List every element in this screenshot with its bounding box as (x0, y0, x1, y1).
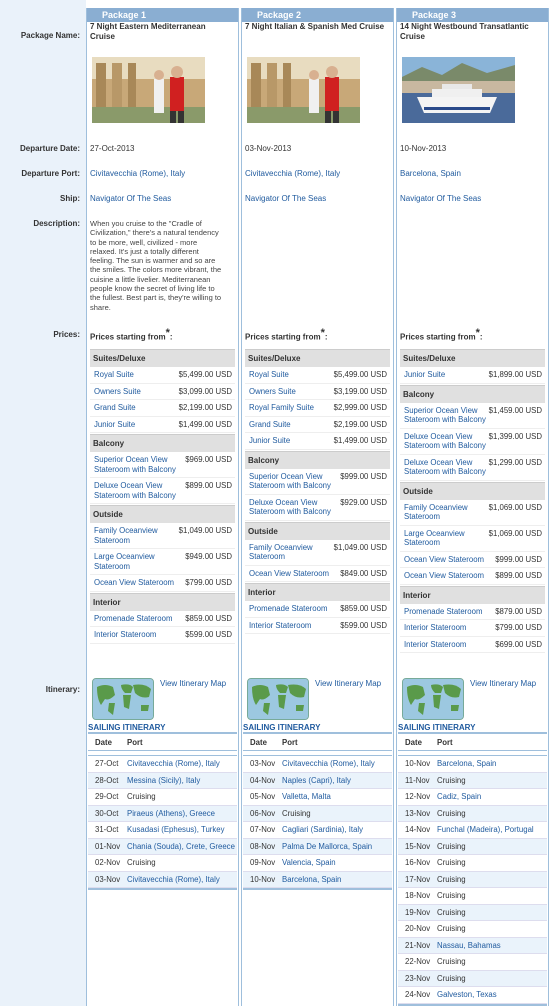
stateroom-link[interactable]: Owners Suite (94, 386, 141, 396)
price-category-header: Interior (400, 586, 545, 604)
stateroom-link[interactable]: Deluxe Ocean View Stateroom with Balcony (94, 481, 176, 500)
sailing-itinerary-heading: SAILING ITINERARY (243, 723, 392, 734)
itinerary-row (243, 806, 392, 823)
itinerary-row (398, 938, 547, 955)
stateroom-price: $1,299.00 USD (488, 457, 542, 467)
price-row (400, 367, 545, 384)
price-category-header: Balcony (245, 451, 390, 469)
label-departure-port: Departure Port: (21, 169, 80, 178)
price-row (90, 549, 235, 575)
itinerary-table (88, 736, 237, 890)
itinerary-cruising: Cruising (437, 808, 466, 818)
price-row (90, 611, 235, 628)
itinerary-date: 15-Nov (405, 841, 431, 851)
stateroom-price: $3,199.00 USD (333, 386, 387, 396)
itinerary-port-link[interactable]: Naples (Capri), Italy (282, 775, 351, 785)
stateroom-link[interactable]: Large Oceanview Stateroom (94, 552, 155, 571)
itinerary-row (88, 839, 237, 856)
price-row (90, 575, 235, 592)
itinerary-port-link[interactable]: Galveston, Texas (437, 990, 497, 999)
itinerary-row (88, 855, 237, 872)
itinerary-cruising: Cruising (437, 957, 466, 966)
stateroom-link[interactable]: Owners Suite (249, 386, 296, 396)
colon: : (324, 332, 328, 342)
stateroom-link[interactable]: Family Oceanview Stateroom (404, 502, 468, 521)
price-row (400, 500, 545, 526)
prices-starting-from (90, 327, 173, 342)
port-column-header: Port (282, 738, 298, 747)
stateroom-price: $2,199.00 USD (333, 419, 387, 429)
stateroom-price: $999.00 USD (495, 554, 542, 564)
itinerary-table-header (243, 736, 392, 751)
prices-starting-from-text: Prices starting from (400, 332, 476, 342)
price-row (90, 523, 235, 549)
itinerary-port-link[interactable]: Kusadasi (Ephesus), Turkey (127, 825, 225, 834)
itinerary-row (88, 806, 237, 823)
itinerary-row (88, 789, 237, 806)
itinerary-table (243, 736, 392, 890)
colon: : (479, 332, 483, 342)
itinerary-cruising: Cruising (437, 973, 466, 983)
departure-date: 27-Oct-2013 (90, 144, 135, 153)
stateroom-price: $699.00 USD (495, 639, 542, 649)
itinerary-port-link[interactable]: Civitavecchia (Rome), Italy (127, 874, 220, 884)
price-row (245, 618, 390, 635)
stateroom-price: $899.00 USD (495, 571, 542, 580)
itinerary-cruising: Cruising (437, 924, 466, 933)
itinerary-date: 28-Oct (95, 775, 119, 785)
departure-port-link[interactable]: Barcelona, Spain (400, 169, 461, 178)
itinerary-date: 14-Nov (405, 825, 431, 834)
itinerary-date: 03-Nov (95, 874, 121, 884)
itinerary-port-link[interactable]: Cadiz, Spain (437, 792, 482, 801)
itinerary-date: 18-Nov (405, 891, 431, 900)
itinerary-date: 27-Oct (95, 759, 119, 768)
stateroom-link[interactable]: Interior Stateroom (404, 639, 467, 649)
itinerary-port-link[interactable]: Piraeus (Athens), Greece (127, 808, 215, 818)
itinerary-date: 22-Nov (405, 957, 431, 966)
price-row (400, 620, 545, 637)
stateroom-link[interactable]: Promenade Stateroom (404, 606, 483, 616)
itinerary-port-link[interactable]: Palma De Mallorca, Spain (282, 841, 373, 851)
itinerary-row (243, 822, 392, 839)
itinerary-date: 10-Nov (405, 759, 431, 768)
price-category-header: Suites/Deluxe (400, 349, 545, 367)
itinerary-date: 19-Nov (405, 907, 431, 917)
itinerary-row (243, 773, 392, 790)
itinerary-date: 09-Nov (250, 858, 276, 867)
package-header: Package 1 (87, 8, 238, 22)
itinerary-date: 29-Oct (95, 792, 119, 801)
departure-port-link[interactable]: Civitavecchia (Rome), Italy (90, 169, 186, 178)
itinerary-port-link[interactable]: Barcelona, Spain (282, 874, 342, 884)
ship-link[interactable]: Navigator Of The Seas (90, 194, 172, 203)
price-row (90, 400, 235, 417)
itinerary-cruising: Cruising (282, 808, 311, 818)
package-header: Package 2 (242, 8, 393, 22)
package-photo[interactable] (247, 57, 360, 123)
itinerary-map-thumbnail[interactable] (92, 678, 154, 720)
itinerary-row (398, 954, 547, 971)
stateroom-price: $969.00 USD (185, 455, 232, 464)
stateroom-link[interactable]: Ocean View Stateroom (404, 571, 485, 580)
itinerary-cruising: Cruising (437, 874, 466, 884)
prices-starting-from-text: Prices starting from (90, 332, 166, 342)
stateroom-link[interactable]: Superior Ocean View Stateroom with Balcony (249, 471, 331, 490)
price-row (400, 637, 545, 654)
stateroom-link[interactable]: Promenade Stateroom (249, 604, 328, 613)
price-category-header: Outside (400, 482, 545, 500)
itinerary-row (398, 773, 547, 790)
stateroom-price: $1,899.00 USD (488, 370, 542, 379)
package-header: Package 3 (397, 8, 548, 22)
itinerary-map-thumbnail[interactable] (247, 678, 309, 720)
stateroom-price: $1,399.00 USD (488, 431, 542, 441)
label-departure-date: Departure Date: (19, 144, 80, 153)
itinerary-date: 17-Nov (405, 874, 431, 884)
view-itinerary-map-link[interactable]: View Itinerary Map (160, 679, 227, 688)
itinerary-cruising: Cruising (127, 792, 156, 801)
itinerary-row (88, 756, 237, 773)
stateroom-link[interactable]: Family Oceanview Stateroom (94, 526, 158, 545)
itinerary-date: 21-Nov (405, 940, 431, 950)
stateroom-price: $1,499.00 USD (178, 419, 232, 429)
stateroom-link[interactable]: Deluxe Ocean View Stateroom with Balcony (404, 431, 486, 450)
price-row (245, 367, 390, 384)
stateroom-price: $929.00 USD (340, 497, 387, 507)
price-row (245, 495, 390, 521)
sailing-itinerary-heading: SAILING ITINERARY (88, 723, 237, 734)
stateroom-link[interactable]: Interior Stateroom (404, 623, 467, 632)
stateroom-price: $879.00 USD (495, 606, 542, 616)
stateroom-link[interactable]: Deluxe Ocean View Stateroom with Balcony (404, 457, 486, 476)
prices-starting-from (245, 327, 328, 342)
itinerary-row (398, 756, 547, 773)
itinerary-cruising: Cruising (437, 891, 466, 900)
price-row (400, 429, 545, 455)
price-row (245, 384, 390, 401)
itinerary-date: 13-Nov (405, 808, 431, 818)
itinerary-port-link[interactable]: Chania (Souda), Crete, Greece (127, 841, 235, 851)
itinerary-row (398, 872, 547, 889)
price-row (400, 604, 545, 621)
date-column-header: Date (95, 738, 112, 747)
itinerary-cruising: Cruising (437, 841, 466, 851)
stateroom-price: $1,049.00 USD (178, 526, 232, 535)
stateroom-link[interactable]: Royal Suite (249, 370, 289, 379)
stateroom-link[interactable]: Promenade Stateroom (94, 613, 173, 623)
sailing-itinerary-heading: SAILING ITINERARY (398, 723, 547, 734)
label-itinerary: Itinerary: (45, 685, 80, 694)
stateroom-link[interactable]: Junior Suite (404, 370, 446, 379)
itinerary-date: 06-Nov (250, 808, 276, 818)
price-row (90, 367, 235, 384)
stateroom-link[interactable]: Ocean View Stateroom (94, 578, 175, 587)
itinerary-row (398, 987, 547, 1004)
label-package-name: Package Name: (20, 31, 80, 40)
label-ship: Ship: (60, 194, 80, 203)
itinerary-date: 11-Nov (405, 775, 430, 785)
price-row (245, 417, 390, 434)
departure-date: 03-Nov-2013 (245, 144, 292, 153)
itinerary-row (243, 789, 392, 806)
price-category-header: Interior (90, 593, 235, 611)
itinerary-port-link[interactable]: Valencia, Spain (282, 858, 336, 867)
itinerary-cruising: Cruising (437, 858, 466, 867)
port-column-header: Port (437, 738, 453, 747)
price-row (400, 526, 545, 552)
itinerary-row (398, 822, 547, 839)
stateroom-price: $5,499.00 USD (178, 370, 232, 379)
stateroom-link[interactable]: Grand Suite (249, 419, 291, 429)
itinerary-port-link[interactable]: Valletta, Malta (282, 792, 331, 801)
itinerary-date: 04-Nov (250, 775, 276, 785)
price-category-header: Balcony (90, 434, 235, 452)
stateroom-price: $999.00 USD (340, 471, 387, 481)
price-row (90, 384, 235, 401)
stateroom-price: $2,199.00 USD (178, 403, 232, 412)
itinerary-row (398, 921, 547, 938)
stateroom-link[interactable]: Royal Suite (94, 370, 134, 379)
package-column-2 (241, 8, 394, 1006)
stateroom-link[interactable]: Junior Suite (94, 419, 136, 429)
stateroom-link[interactable]: Family Oceanview Stateroom (249, 542, 313, 561)
itinerary-row (243, 756, 392, 773)
price-category-header: Interior (245, 583, 390, 601)
package-column-3 (396, 8, 549, 1006)
price-row (400, 455, 545, 481)
itinerary-bottom-rule (88, 888, 237, 890)
stateroom-price: $3,099.00 USD (178, 386, 232, 396)
label-description: Description: (33, 219, 80, 228)
package-photo[interactable] (92, 57, 205, 123)
departure-port-link[interactable]: Civitavecchia (Rome), Italy (245, 169, 341, 178)
port-column-header: Port (127, 738, 143, 747)
ship-link[interactable]: Navigator Of The Seas (245, 194, 327, 203)
prices-starting-from (400, 327, 483, 342)
price-row (90, 627, 235, 644)
stateroom-price: $849.00 USD (340, 568, 387, 578)
itinerary-date: 07-Nov (250, 825, 276, 834)
itinerary-port-link[interactable]: Civitavecchia (Rome), Italy (282, 759, 375, 768)
price-category-header: Suites/Deluxe (245, 349, 390, 367)
package-description: When you cruise to the "Cradle of Civilization," there's a natural tendency to be more, well, civilized - more relaxed. It's just a totally different feeling. The sun is warmer and so are the smiles. The colors more vibrant, the cuisine a little livelier. Mediterranean people know the secret of living life to the fullest. Best part is, they're willing to share. (90, 219, 222, 312)
itinerary-map-thumbnail[interactable] (402, 678, 464, 720)
itinerary-row (398, 888, 547, 905)
itinerary-bottom-rule (398, 1004, 547, 1006)
itinerary-row (398, 789, 547, 806)
itinerary-table (398, 736, 547, 1006)
ship-link[interactable]: Navigator Of The Seas (400, 194, 482, 203)
price-row (400, 552, 545, 569)
itinerary-date: 20-Nov (405, 924, 431, 933)
itinerary-row (398, 839, 547, 856)
stateroom-price: $599.00 USD (340, 620, 387, 630)
package-name: 7 Night Italian & Spanish Med Cruise (245, 22, 385, 31)
itinerary-row (243, 872, 392, 889)
package-photo[interactable] (402, 57, 515, 123)
price-row (245, 469, 390, 495)
itinerary-date: 23-Nov (405, 973, 431, 983)
package-column-1 (86, 8, 239, 1006)
package-name: 14 Night Westbound Transatlantic Cruise (400, 22, 529, 41)
itinerary-date: 05-Nov (250, 792, 276, 801)
price-row (90, 478, 235, 504)
itinerary-row (88, 773, 237, 790)
itinerary-row (88, 872, 237, 889)
date-column-header: Date (405, 738, 422, 747)
itinerary-port-link[interactable]: Barcelona, Spain (437, 759, 497, 768)
itinerary-date: 02-Nov (95, 858, 121, 867)
stateroom-price: $949.00 USD (185, 552, 232, 561)
asterisk-note: * (320, 327, 325, 339)
price-category-header: Suites/Deluxe (90, 349, 235, 367)
stateroom-link[interactable]: Superior Ocean View Stateroom with Balcony (404, 405, 486, 424)
price-category-header: Balcony (400, 385, 545, 403)
itinerary-cruising: Cruising (437, 907, 466, 917)
price-row (400, 403, 545, 429)
stateroom-link[interactable]: Superior Ocean View Stateroom with Balcony (94, 455, 176, 474)
stateroom-link[interactable]: Ocean View Stateroom (249, 568, 330, 578)
itinerary-date: 03-Nov (250, 759, 276, 768)
stateroom-price: $1,069.00 USD (488, 528, 542, 538)
itinerary-row (398, 855, 547, 872)
price-row (245, 540, 390, 566)
stateroom-price: $1,069.00 USD (488, 502, 542, 512)
price-row (245, 566, 390, 583)
prices-starting-from-text: Prices starting from (245, 332, 321, 342)
itinerary-date: 31-Oct (95, 825, 119, 834)
price-row (245, 433, 390, 450)
itinerary-bottom-rule (243, 888, 392, 890)
itinerary-port-link[interactable]: Funchal (Madeira), Portugal (437, 825, 534, 834)
stateroom-link[interactable]: Large Oceanview Stateroom (404, 528, 465, 547)
asterisk-note: * (165, 327, 170, 339)
stateroom-price: $2,999.00 USD (333, 403, 387, 412)
price-row (245, 601, 390, 618)
itinerary-table-header (398, 736, 547, 751)
stateroom-link[interactable]: Junior Suite (249, 436, 291, 445)
itinerary-row (243, 839, 392, 856)
stateroom-price: $899.00 USD (185, 481, 232, 490)
stateroom-link[interactable]: Interior Stateroom (249, 620, 312, 630)
stateroom-link[interactable]: Interior Stateroom (94, 630, 157, 639)
itinerary-row (398, 905, 547, 922)
view-itinerary-map-link[interactable]: View Itinerary Map (315, 679, 382, 688)
itinerary-date: 10-Nov (250, 874, 276, 884)
stateroom-link[interactable]: Deluxe Ocean View Stateroom with Balcony (249, 497, 331, 516)
itinerary-date: 24-Nov (405, 990, 431, 999)
itinerary-port-link[interactable]: Civitavecchia (Rome), Italy (127, 759, 220, 768)
label-prices: Prices: (53, 330, 80, 339)
itinerary-date: 30-Oct (95, 808, 119, 818)
itinerary-row (398, 971, 547, 988)
stateroom-price: $1,049.00 USD (333, 542, 387, 552)
stateroom-price: $5,499.00 USD (333, 370, 387, 379)
stateroom-link[interactable]: Royal Family Suite (249, 403, 314, 412)
price-row (90, 452, 235, 478)
price-row (400, 568, 545, 585)
price-row (245, 400, 390, 417)
asterisk-note: * (475, 327, 480, 339)
itinerary-date: 16-Nov (405, 858, 431, 867)
stateroom-price: $1,459.00 USD (488, 405, 542, 415)
itinerary-row (88, 822, 237, 839)
itinerary-row (243, 855, 392, 872)
itinerary-port-link[interactable]: Cagliari (Sardinia), Italy (282, 825, 364, 834)
stateroom-link[interactable]: Ocean View Stateroom (404, 554, 485, 564)
price-category-header: Outside (245, 522, 390, 540)
itinerary-cruising: Cruising (127, 858, 156, 867)
stateroom-price: $799.00 USD (185, 578, 232, 587)
price-table (400, 348, 545, 653)
itinerary-date: 08-Nov (250, 841, 276, 851)
stateroom-price: $799.00 USD (495, 623, 542, 632)
itinerary-port-link[interactable]: Messina (Sicily), Italy (127, 775, 201, 785)
stateroom-price: $859.00 USD (340, 604, 387, 613)
price-row (90, 417, 235, 434)
itinerary-date: 12-Nov (405, 792, 431, 801)
departure-date: 10-Nov-2013 (400, 144, 447, 153)
price-category-header: Outside (90, 505, 235, 523)
itinerary-cruising: Cruising (437, 775, 466, 785)
itinerary-date: 01-Nov (95, 841, 121, 851)
view-itinerary-map-link[interactable]: View Itinerary Map (470, 679, 537, 688)
stateroom-price: $1,499.00 USD (333, 436, 387, 445)
stateroom-link[interactable]: Grand Suite (94, 403, 136, 412)
itinerary-row (398, 806, 547, 823)
itinerary-port-link[interactable]: Nassau, Bahamas (437, 940, 501, 950)
itinerary-table-header (88, 736, 237, 751)
stateroom-price: $859.00 USD (185, 613, 232, 623)
price-table (90, 348, 235, 644)
price-table (245, 348, 390, 634)
package-name: 7 Night Eastern Mediterranean Cruise (90, 22, 206, 41)
colon: : (169, 332, 173, 342)
stateroom-price: $599.00 USD (185, 630, 232, 639)
date-column-header: Date (250, 738, 267, 747)
